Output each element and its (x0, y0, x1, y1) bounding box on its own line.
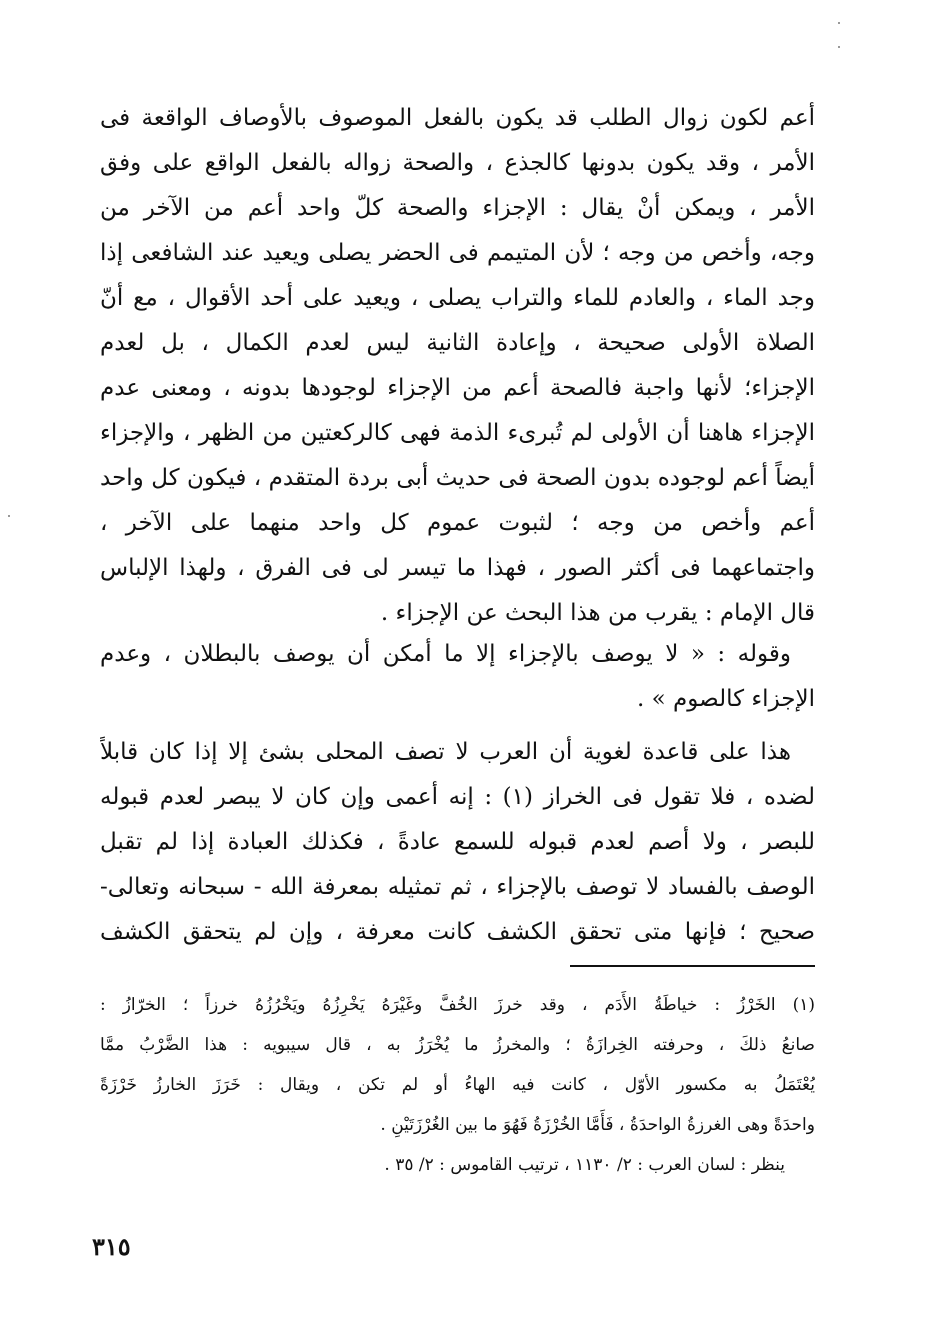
footnote-line: واحدَةً وهى الغرزةُ الواحدَةُ ، فَأَمَّا الخُرْزَةُ فَهُوَ ما بين الغُرْزَتَيْنِ . (380, 1115, 815, 1135)
text-line: الصلاة الأولى صحيحة ، وإعادة الثانية ليس لعدم الكمال ، بل لعدم (100, 330, 815, 356)
text-line: الأمر ، وقد يكون بدونها كالجذع ، والصحة زواله بالفعل الواقع على وفق (100, 150, 815, 176)
text-line: الإجزاء؛ لأنها واجبة فالصحة أعم من الإجزاء لوجودها بدونه ، ومعنى عدم (100, 375, 815, 401)
scan-speck (8, 515, 10, 517)
footnote-line: صانعُ ذلكَ ، وحرفته الخِرازَةُ ؛ والمخرزُ ما يُخْرَزُ به ، قال سيبويه : هذا الضَّرْبُ ممَّا (100, 1035, 815, 1055)
text-line: الوصف بالفساد لا توصف بالإجزاء ، ثم تمثيله بمعرفة الله - سبحانه وتعالى- (100, 874, 815, 900)
text-line: واجتماعهما فى أكثر الصور ، فهذا ما تيسر لى فى الفرق ، ولهذا الإلباس (100, 555, 815, 581)
paragraph-1 (100, 96, 815, 636)
text-line: وجه، وأخص من وجه ؛ لأن المتيمم فى الحضر يصلى ويعيد عند الشافعى إذا (100, 240, 815, 266)
paragraph-2 (100, 632, 815, 722)
text-line: هذا على قاعدة لغوية أن العرب لا تصف المحلى بشئ إلا إذا كان قابلاً (100, 739, 791, 765)
text-line: صحيح ؛ فإنها متى تحقق الكشف كانت معرفة ، وإن لم يتحقق الكشف (100, 919, 815, 945)
text-line: لضده ، فلا تقول فى الخراز (١) : إنه أعمى وإن كان لا يبصر لعدم قبوله (100, 784, 815, 810)
text-line: وقوله : « لا يوصف بالإجزاء إلا ما أمكن أن يوصف بالبطلان ، وعدم (100, 641, 791, 667)
scan-speck (838, 46, 840, 48)
text-line: أعم لكون زوال الطلب قد يكون بالفعل الموصوف بالأوصاف الواقعة فى (100, 105, 815, 131)
text-line: الإجزاء هاهنا أن الأولى لم تُبرىء الذمة فهى كالركعتين من الظهر ، والإجزاء (100, 420, 815, 446)
footnote-reference: ينظر : لسان العرب : ٢/ ١١٣٠ ، ترتيب القاموس : ٢/ ٣٥ . (384, 1155, 785, 1175)
text-line: وجد الماء ، والعادم للماء والتراب يصلى ، ويعيد على أحد الأقوال ، مع أنّ (100, 285, 815, 311)
text-line: أيضاً أعم لوجوده بدون الصحة فى حديث أبى بردة المتقدم ، فيكون كل واحد (100, 465, 815, 491)
text-line: الإجزاء كالصوم » . (637, 686, 815, 712)
footnote-line: (١) الخَرْزُ : خياطَةُ الأَدَم ، وقد خرزَ الخُفَّ وغَيْرَهُ يَخْرِزُهُ ويَخْرُزُهُ خرزاً ؛ الخرّازُ : (100, 995, 815, 1015)
footnote-divider (570, 965, 815, 967)
text-line: للبصر ، ولا أصم لعدم قبوله للسمع عادةً ، فكذلك العبادة إذا لم تقبل (100, 829, 815, 855)
scan-speck (838, 22, 840, 24)
footnote-line: يُعْتَمَلُ به مكسور الأوّل ، كانت فيه الهاءُ أو لم تكن ، ويقال : خَرَزَ الخارزُ خَرْزَةً (100, 1075, 815, 1095)
page-number: ٣١٥ (92, 1232, 131, 1261)
text-line: أعم وأخص من وجه ؛ لثبوت عموم كل واحد منهما على الآخر ، (100, 510, 815, 536)
text-line: قال الإمام : يقرب من هذا البحث عن الإجزاء . (380, 600, 815, 626)
paragraph-3 (100, 730, 815, 955)
text-line: الأمر ، ويمكن أنْ يقال : الإجزاء والصحة كلّ واحد أعم من الآخر من (100, 195, 815, 221)
footnotes (100, 985, 815, 1185)
